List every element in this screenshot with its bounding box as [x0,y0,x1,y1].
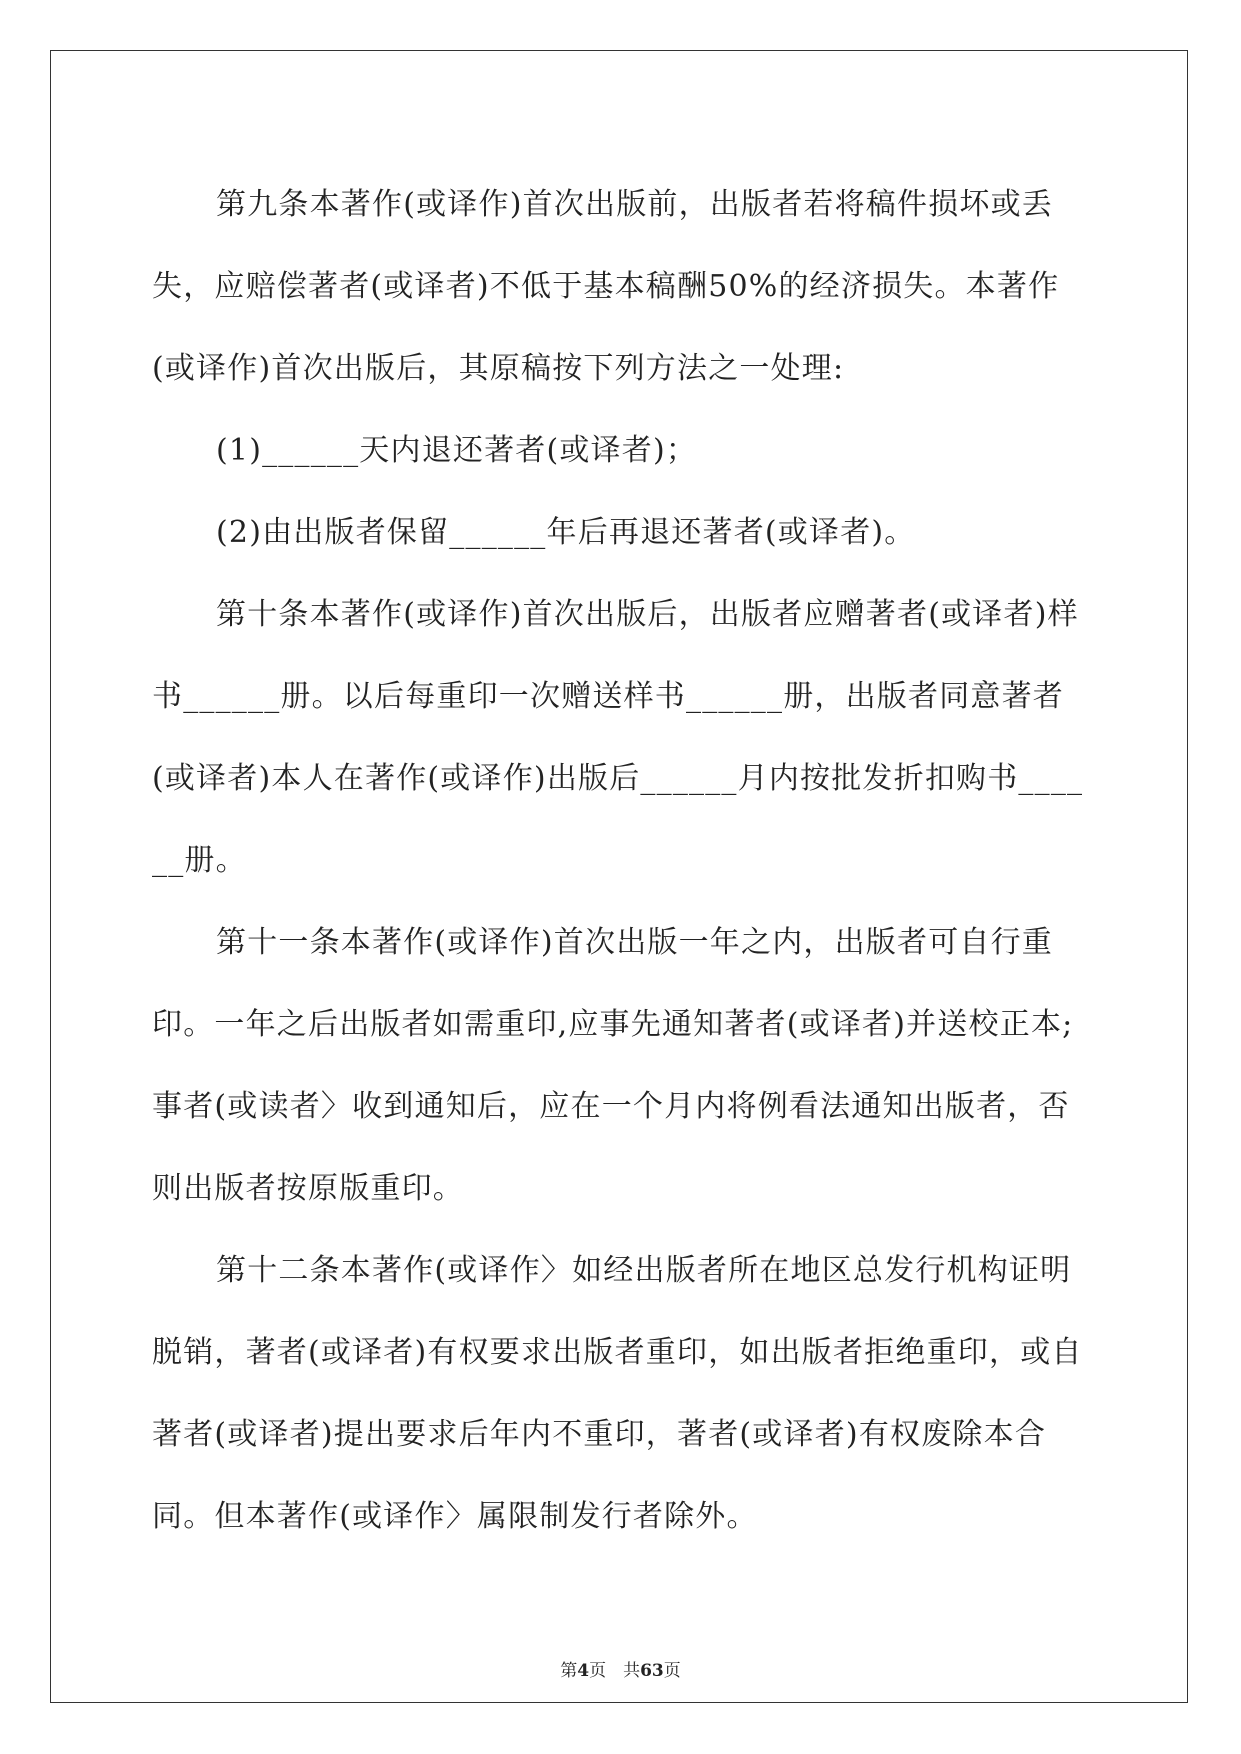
document-body [152,164,1092,1558]
clause-9-item-2: (2)由出版者保留______年后再退还著者(或译者)。 [216,515,916,550]
clause-10-paragraph: 第十条本著作(或译作)首次出版后，出版者应赠著者(或译者)样书______册。以后每重印一次赠送样书______册，出版者同意著者(或译者)本人在著作(或译作)出版后______月内按批发折扣购书______册。 [152,597,1084,878]
footer-suffix: 页 [663,1661,681,1681]
clause-9-item-1: (1)______天内退还著者(或译者)； [216,433,698,468]
page-footer [0,1656,1241,1681]
total-page-count: 63 [640,1661,664,1681]
current-page-number: 4 [577,1661,590,1681]
clause-11-paragraph: 第十一条本著作(或译作)首次出版一年之内，出版者可自行重印。一年之后出版者如需重印,应事先通知著者(或译者)并送校正本;事者(或读者〉收到通知后，应在一个月内将例看法通知出版者，否则出版者按原版重印。 [152,925,1074,1206]
footer-middle: 页 共 [589,1661,641,1681]
footer-prefix: 第 [560,1661,578,1681]
clause-12-paragraph: 第十二条本著作(或译作〉如经出版者所在地区总发行机构证明脱销，著者(或译者)有权要求出版者重印，如出版者拒绝重印，或自著者(或译者)提出要求后年内不重印，著者(或译者)有权废除本合同。但本著作(或译作〉属限制发行者除外。 [152,1253,1083,1534]
clause-9-paragraph: 第九条本著作(或译作)首次出版前，出版者若将稿件损坏或丢失，应赔偿著者(或译者)不低于基本稿酬50%的经济损失。本著作(或译作)首次出版后，其原稿按下列方法之一处理: [152,187,1060,386]
